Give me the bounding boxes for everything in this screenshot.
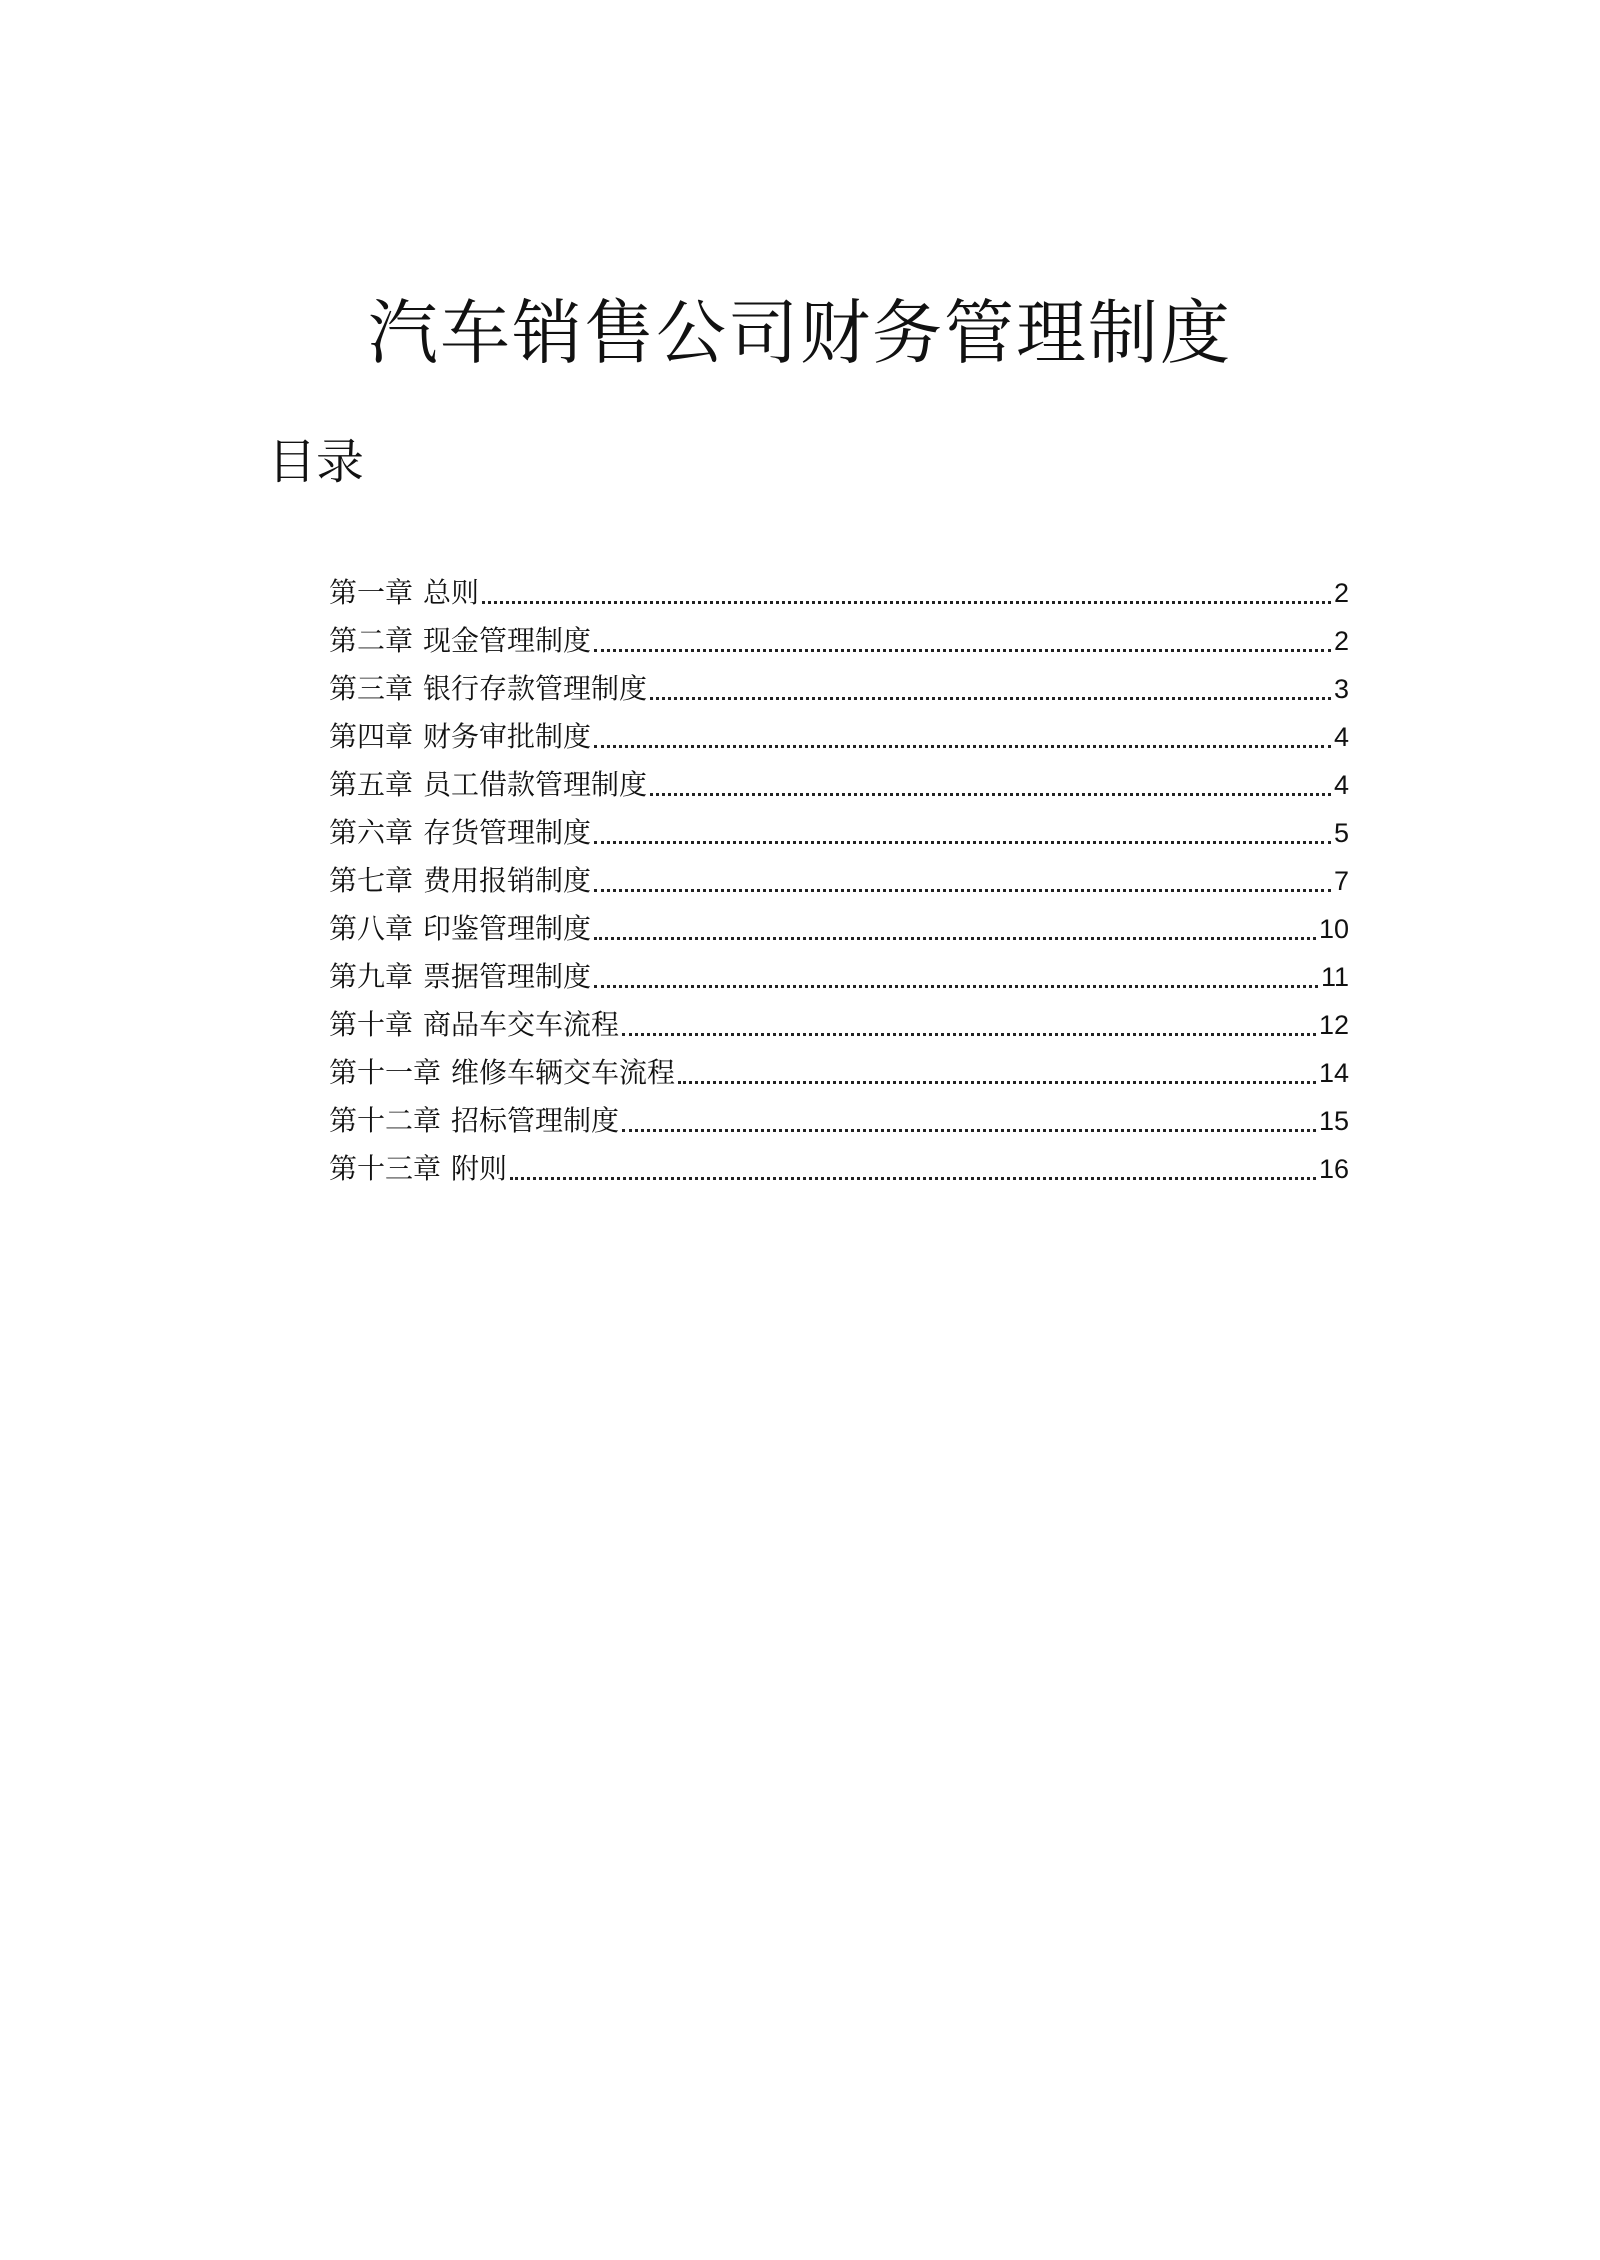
toc-chapter-title: 总则 [423,576,480,609]
toc-entry-label [329,909,591,949]
toc-entry-label [329,861,591,901]
toc-entry-label [329,957,591,997]
toc-entry-label [329,1149,507,1189]
toc-page-number: 2 [1333,578,1349,608]
toc-entry-label [329,621,591,661]
toc-chapter-number: 第二章 [329,624,414,657]
toc-leader-dots [594,937,1316,940]
toc-chapter-number: 第十一章 [329,1056,442,1089]
toc-page-number: 4 [1333,770,1349,800]
toc-chapter-number: 第十三章 [329,1152,442,1185]
toc-leader-dots [482,601,1331,604]
toc-chapter-title: 维修车辆交车流程 [451,1056,676,1089]
document-title: 汽车销售公司财务管理制度 [368,292,1232,374]
toc-leader-dots [594,985,1318,988]
toc-chapter-number: 第一章 [329,576,414,609]
toc-chapter-title: 存货管理制度 [423,816,592,849]
toc-page-number: 4 [1333,722,1349,752]
toc-leader-dots [678,1081,1316,1084]
toc-heading: 目录 [268,434,365,490]
toc-page-number: 14 [1318,1058,1349,1088]
toc-entry-label [329,669,647,709]
toc-chapter-number: 第十二章 [329,1104,442,1137]
toc-entry-chapter-1[interactable] [329,565,1349,613]
toc-entry-chapter-13[interactable] [329,1141,1349,1189]
toc-chapter-title: 招标管理制度 [451,1104,620,1137]
toc-chapter-title: 银行存款管理制度 [423,672,648,705]
toc-chapter-number: 第三章 [329,672,414,705]
toc-chapter-number: 第七章 [329,864,414,897]
toc-chapter-title: 票据管理制度 [423,960,592,993]
toc-entry-label [329,573,479,613]
toc-entry-label [329,717,591,757]
toc-chapter-title: 员工借款管理制度 [423,768,648,801]
toc-entry-chapter-5[interactable] [329,757,1349,805]
toc-chapter-title: 费用报销制度 [423,864,592,897]
toc-leader-dots [594,841,1331,844]
toc-leader-dots [622,1033,1316,1036]
toc-chapter-number: 第十章 [329,1008,414,1041]
toc-page-number: 3 [1333,674,1349,704]
toc-entry-chapter-6[interactable] [329,805,1349,853]
toc-chapter-number: 第五章 [329,768,414,801]
toc-entry-label [329,1005,619,1045]
toc-page-number: 16 [1318,1154,1349,1184]
toc-entry-chapter-3[interactable] [329,661,1349,709]
toc-page-number: 12 [1318,1010,1349,1040]
toc-page-number: 7 [1333,866,1349,896]
toc-leader-dots [594,649,1331,652]
toc-chapter-number: 第四章 [329,720,414,753]
toc-page-number: 10 [1318,914,1349,944]
toc-entry-label [329,813,591,853]
toc-entry-chapter-7[interactable] [329,853,1349,901]
toc-entry-label [329,1101,619,1141]
toc-chapter-title: 财务审批制度 [423,720,592,753]
toc-chapter-number: 第八章 [329,912,414,945]
toc-entry-chapter-11[interactable] [329,1045,1349,1093]
toc-leader-dots [594,745,1331,748]
toc-chapter-title: 商品车交车流程 [423,1008,620,1041]
toc-leader-dots [650,697,1331,700]
toc-entry-label [329,765,647,805]
table-of-contents [329,565,1349,1189]
toc-page-number: 2 [1333,626,1349,656]
toc-leader-dots [650,793,1331,796]
toc-chapter-title: 附则 [451,1152,508,1185]
toc-page-number: 15 [1318,1106,1349,1136]
toc-entry-chapter-4[interactable] [329,709,1349,757]
toc-page-number: 5 [1333,818,1349,848]
toc-chapter-number: 第六章 [329,816,414,849]
toc-entry-chapter-8[interactable] [329,901,1349,949]
toc-entry-chapter-2[interactable] [329,613,1349,661]
toc-chapter-title: 现金管理制度 [423,624,592,657]
toc-entry-chapter-10[interactable] [329,997,1349,1045]
toc-leader-dots [510,1177,1316,1180]
toc-chapter-title: 印鉴管理制度 [423,912,592,945]
toc-entry-label [329,1053,675,1093]
toc-leader-dots [622,1129,1316,1132]
toc-entry-chapter-9[interactable] [329,949,1349,997]
toc-page-number: 11 [1320,962,1349,992]
toc-entry-chapter-12[interactable] [329,1093,1349,1141]
toc-leader-dots [594,889,1331,892]
toc-chapter-number: 第九章 [329,960,414,993]
